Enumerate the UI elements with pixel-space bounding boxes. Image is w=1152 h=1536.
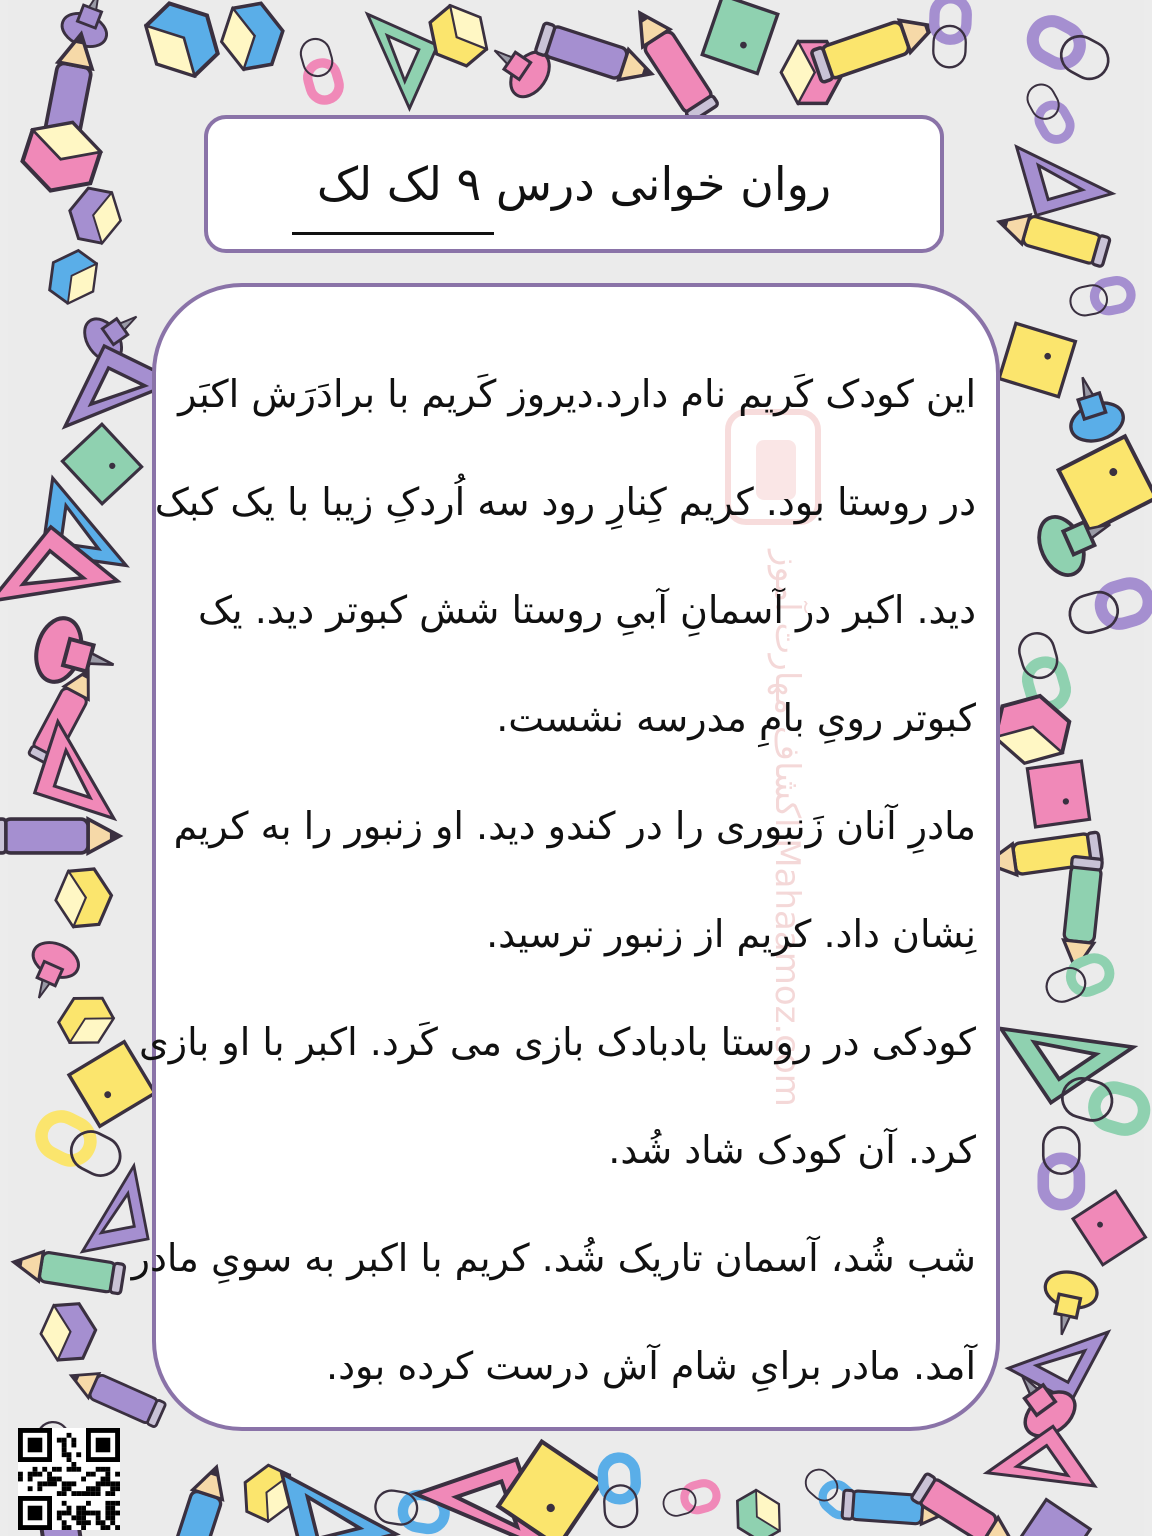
- eraser-icon: [65, 185, 125, 245]
- ruler-triangle-icon: [339, 14, 437, 108]
- passage-line: کودکی در روستا بادبادک بازی می کَرد. اکبر با او بازی: [139, 1020, 976, 1064]
- passage-line: آمد. مادر برایِ شام آش درست کرده بود.: [326, 1344, 976, 1388]
- paperclip-chain-icon: [1023, 80, 1076, 145]
- eraser-icon: [39, 1303, 97, 1361]
- paperclip-chain-icon: [1042, 954, 1114, 1007]
- pencil-icon: [0, 819, 120, 853]
- paperclip-chain-icon: [933, 0, 968, 68]
- passage-line: این کودک کَریم نام دارد.دیروز کَریم با برادَرَش اکبَر: [178, 372, 976, 416]
- pencil-icon: [11, 1247, 125, 1294]
- pencil-icon: [995, 207, 1110, 266]
- paperclip-chain-icon: [1043, 1127, 1079, 1204]
- passage-line: شب شُد، آسمان تاریک شُد. کریم با اکبر به سویِ مادر: [131, 1236, 976, 1280]
- passage-line: مادرِ آنان زَنبوری را در کندو دید. او زنبور را به کریم: [173, 804, 976, 848]
- passage-line: دید. اکبر در آسمانِ آبیِ روستا شش کبوتر دید. یک: [198, 588, 976, 632]
- eraser-icon: [54, 868, 114, 928]
- pencil-icon: [166, 1462, 231, 1536]
- eraser-icon: [726, 1484, 790, 1536]
- pencil-icon: [911, 1473, 1022, 1536]
- paperclip-chain-icon: [297, 36, 342, 104]
- qr-code: [18, 1428, 120, 1530]
- sticky-note-icon: [62, 424, 141, 503]
- paperclip-chain-icon: [661, 1480, 720, 1518]
- pushpin-icon: [1057, 369, 1128, 447]
- paperclip-chain-icon: [1068, 278, 1134, 318]
- pencil-icon: [811, 10, 940, 82]
- ruler-triangle-icon: [282, 1450, 396, 1536]
- eraser-icon: [217, 0, 289, 72]
- sticky-note-icon: [1059, 436, 1152, 531]
- pushpin-icon: [17, 936, 84, 1008]
- watermark-text: اکشاف مهارت آموز Mahaamoz.com: [767, 550, 807, 1107]
- eraser-icon: [39, 243, 107, 311]
- paperclip-chain-icon: [1065, 579, 1152, 637]
- sticky-note-icon: [702, 0, 777, 74]
- sticky-note-icon: [1073, 1191, 1146, 1265]
- page-title: روان خوانی درس ۹ لک لک: [316, 157, 832, 211]
- paperclip-chain-icon: [35, 1110, 127, 1183]
- passage-line: کرد. آن کودک شاد شُد.: [608, 1128, 976, 1172]
- eraser-icon: [52, 986, 120, 1054]
- reading-passage: [131, 340, 976, 1420]
- passage-line: کبوتر رویِ بامِ مدرسه نشست.: [496, 696, 976, 740]
- passage-line: در روستا بود. کریم کِنارِ رود سه اُردکِ زیبا با یک کبک: [154, 480, 976, 524]
- passage-line: نِشان داد. کریم از زنبور ترسید.: [486, 912, 976, 956]
- pushpin-icon: [1036, 1268, 1100, 1341]
- sticky-note-icon: [1027, 761, 1089, 827]
- paperclip-chain-icon: [602, 1457, 638, 1528]
- paperclip-chain-icon: [1026, 15, 1115, 86]
- paperclip-chain-icon: [1058, 1074, 1149, 1134]
- pencil-icon: [66, 1364, 166, 1428]
- eraser-icon: [133, 0, 232, 89]
- pushpin-icon: [57, 0, 120, 53]
- pencil-icon: [535, 22, 657, 88]
- sticky-note-icon: [1014, 1499, 1090, 1536]
- sticky-note-icon: [999, 323, 1075, 396]
- title-underline: [292, 232, 494, 235]
